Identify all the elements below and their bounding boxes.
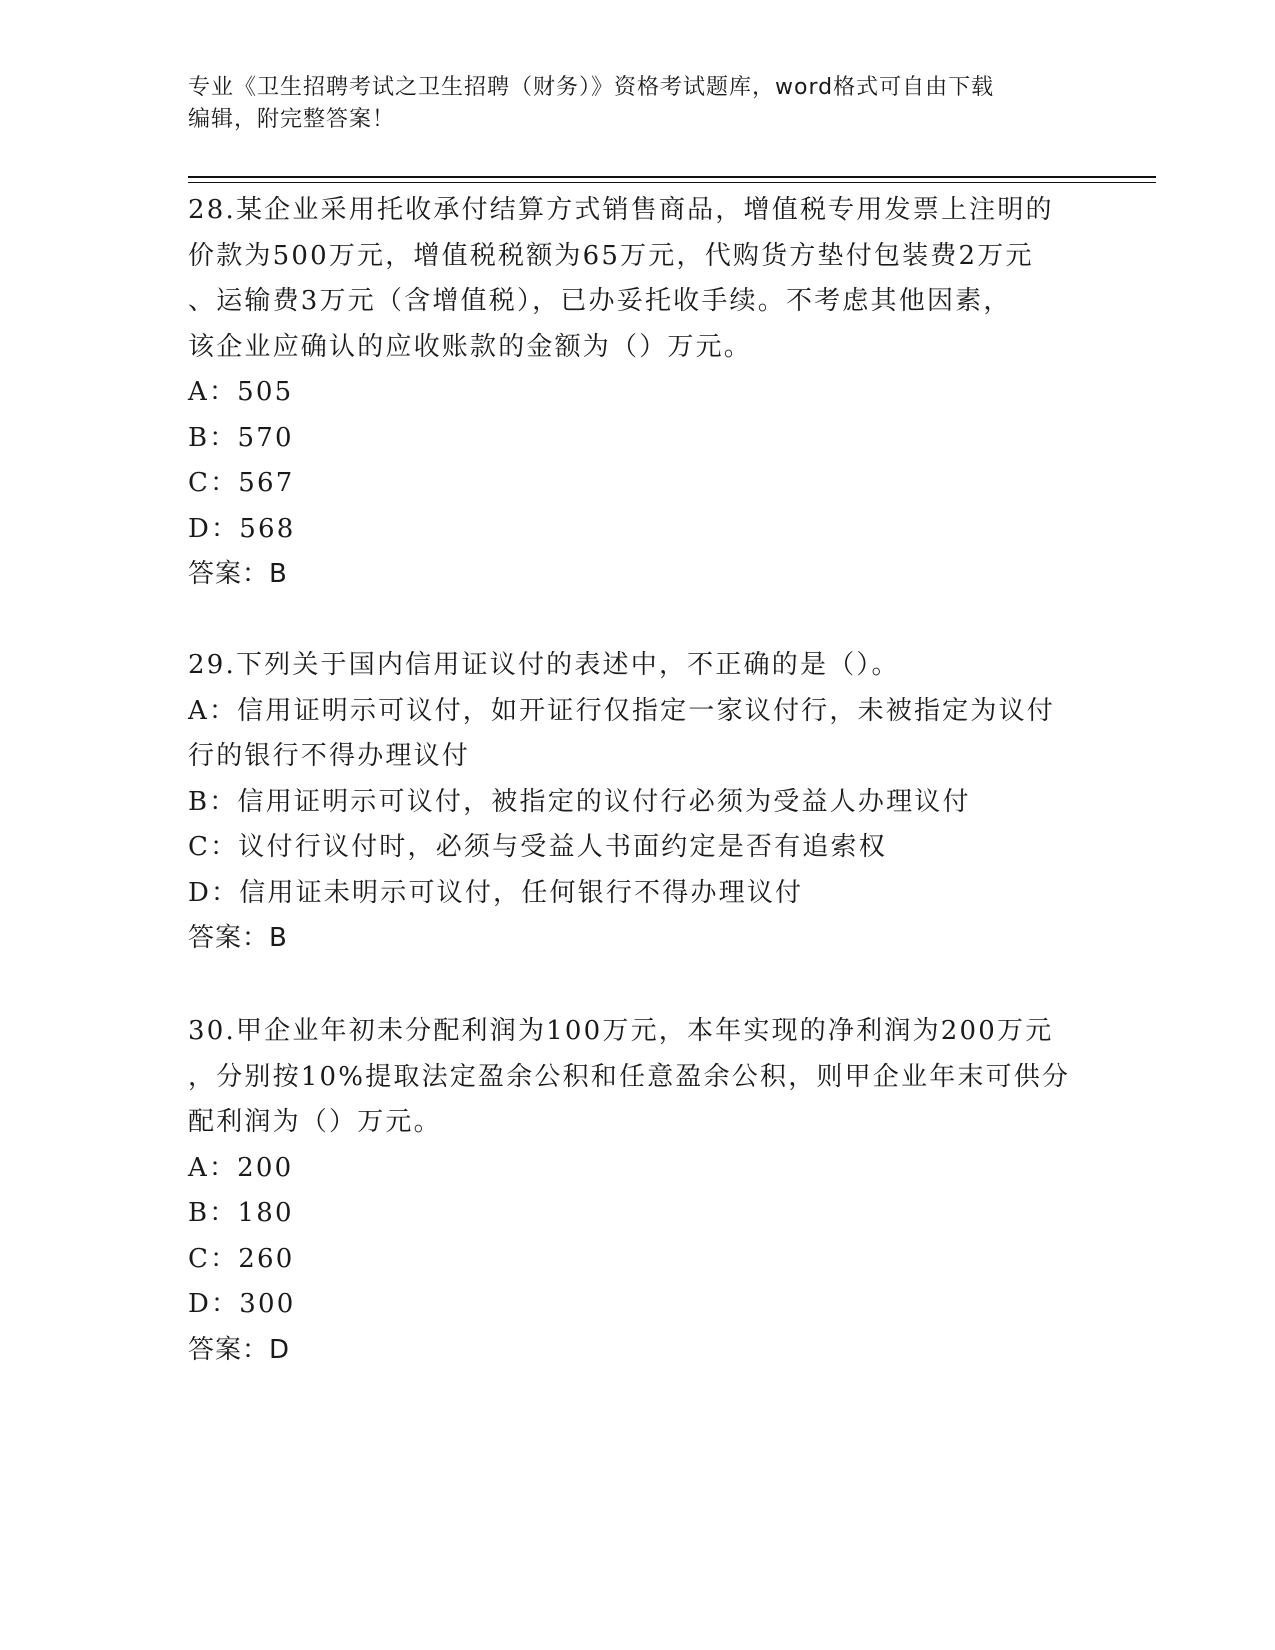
answer-line: 答案：D [188, 1334, 291, 1365]
question-stem-line: 30.甲企业年初未分配利润为100万元，本年实现的净利润为200万元 [188, 1016, 1054, 1046]
option-d: D：568 [188, 513, 296, 544]
option-a-continued: 行的银行不得办理议付 [188, 741, 471, 771]
option-c: C：260 [188, 1243, 295, 1274]
question-stem-line: ，分别按10%提取法定盈余公积和任意盈余公积，则甲企业年末可供分 [188, 1061, 1071, 1092]
option-a: A：信用证明示可议付，如开证行仅指定一家议付行，未被指定为议付 [188, 695, 1055, 726]
option-b: B：180 [188, 1198, 294, 1228]
question-stem-line: 价款为500万元，增值税税额为65万元，代购货方垫付包装费2万元 [188, 240, 1034, 271]
page-header [188, 72, 1088, 136]
question-28 [188, 188, 1088, 598]
option-b: B：570 [188, 422, 294, 453]
header-line-1: 专业《卫生招聘考试之卫生招聘（财务）》资格考试题库，word格式可自由下载 [188, 75, 995, 100]
answer-line: 答案：B [188, 559, 288, 589]
option-a: A：200 [188, 1152, 294, 1183]
question-stem-line: 29.下列关于国内信用证议付的表述中，不正确的是（）。 [188, 650, 900, 680]
question-stem-line: 该企业应确认的应收账款的金额为（）万元。 [188, 331, 753, 362]
question-stem-line: 、运输费3万元（含增值税），已办妥托收手续。不考虑其他因素， [188, 286, 1012, 316]
option-a: A：505 [188, 377, 294, 407]
question-29 [188, 643, 1088, 962]
header-divider-thick [188, 176, 1156, 178]
header-line-2: 编辑，附完整答案！ [188, 107, 396, 132]
option-b: B：信用证明示可议付，被指定的议付行必须为受益人办理议付 [188, 786, 971, 817]
question-stem-line: 配利润为（）万元。 [188, 1107, 442, 1137]
option-c: C：567 [188, 468, 295, 498]
answer-line: 答案：B [188, 923, 288, 953]
option-c: C：议付行议付时，必须与受益人书面约定是否有追索权 [188, 832, 887, 862]
header-divider-thin [188, 182, 1156, 183]
question-30 [188, 1009, 1088, 1373]
option-d: D：信用证未明示可议付，任何银行不得办理议付 [188, 877, 804, 908]
option-d: D：300 [188, 1289, 296, 1319]
question-stem-line: 28.某企业采用托收承付结算方式销售商品，增值税专用发票上注明的 [188, 195, 1054, 225]
